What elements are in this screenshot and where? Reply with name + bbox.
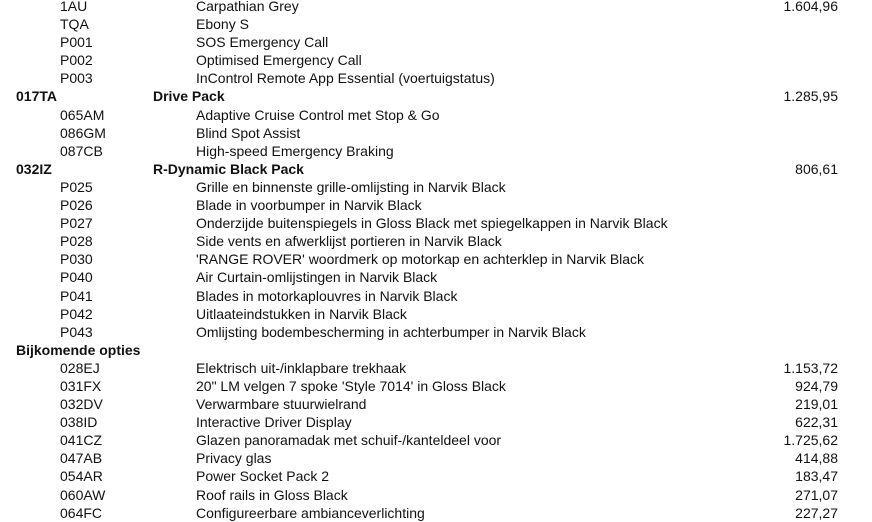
option-row bbox=[0, 214, 872, 232]
option-description: Roof rails in Gloss Black bbox=[196, 486, 348, 503]
option-description: Adaptive Cruise Control met Stop & Go bbox=[196, 106, 440, 123]
section-title: Bijkomende opties bbox=[16, 341, 141, 358]
option-code: TQA bbox=[60, 16, 89, 33]
option-code: P040 bbox=[60, 269, 93, 286]
option-price: 924,79 bbox=[795, 377, 838, 394]
option-price: 1.725,62 bbox=[783, 432, 838, 449]
package-row bbox=[0, 87, 872, 105]
option-row bbox=[0, 124, 872, 142]
package-row bbox=[0, 160, 872, 178]
option-description: InControl Remote App Essential (voertuigstatus) bbox=[196, 70, 495, 87]
option-row bbox=[0, 305, 872, 323]
option-code: 047AB bbox=[60, 450, 103, 467]
package-name: R-Dynamic Black Pack bbox=[153, 160, 304, 177]
option-description: Side vents en afwerklijst portieren in Narvik Black bbox=[196, 233, 502, 250]
option-code: P001 bbox=[60, 34, 93, 51]
package-name: Drive Pack bbox=[153, 88, 225, 105]
option-row bbox=[0, 287, 872, 305]
option-description: High-speed Emergency Braking bbox=[196, 142, 394, 159]
option-description: Ebony S bbox=[196, 16, 249, 33]
option-row bbox=[0, 504, 872, 522]
option-code: 038ID bbox=[60, 414, 98, 431]
option-price: 1.285,95 bbox=[783, 88, 838, 105]
option-code: P042 bbox=[60, 305, 93, 322]
option-row bbox=[0, 377, 872, 395]
option-row bbox=[0, 178, 872, 196]
option-row bbox=[0, 413, 872, 431]
option-code: P027 bbox=[60, 215, 93, 232]
option-description: Interactive Driver Display bbox=[196, 414, 352, 431]
option-code: 054AR bbox=[60, 468, 103, 485]
option-description: Elektrisch uit-/inklapbare trekhaak bbox=[196, 359, 407, 376]
option-code: 086GM bbox=[60, 124, 106, 141]
option-code: P043 bbox=[60, 323, 93, 340]
section-heading-row bbox=[0, 341, 872, 359]
option-code: 1AU bbox=[60, 0, 88, 14]
option-row bbox=[0, 486, 872, 504]
option-code: 028EJ bbox=[60, 359, 100, 376]
option-description: 20" LM velgen 7 spoke 'Style 7014' in Gloss Black bbox=[196, 377, 506, 394]
option-description: SOS Emergency Call bbox=[196, 34, 329, 51]
package-code: 032IZ bbox=[16, 160, 52, 177]
option-code: P041 bbox=[60, 287, 93, 304]
option-price: 183,47 bbox=[795, 468, 838, 485]
option-description: Blind Spot Assist bbox=[196, 124, 301, 141]
option-price: 219,01 bbox=[795, 396, 838, 413]
option-row bbox=[0, 15, 872, 33]
option-code: 041CZ bbox=[60, 432, 103, 449]
option-row bbox=[0, 69, 872, 87]
option-code: P030 bbox=[60, 251, 93, 268]
option-row bbox=[0, 0, 872, 15]
option-code: P026 bbox=[60, 197, 93, 214]
option-code: 060AW bbox=[60, 486, 106, 503]
option-code: 031FX bbox=[60, 377, 102, 394]
option-row bbox=[0, 323, 872, 341]
option-row bbox=[0, 395, 872, 413]
package-code: 017TA bbox=[16, 88, 57, 105]
option-price: 271,07 bbox=[795, 486, 838, 503]
option-description: Carpathian Grey bbox=[196, 0, 299, 14]
option-description: Blade in voorbumper in Narvik Black bbox=[196, 197, 422, 214]
option-code: P028 bbox=[60, 233, 93, 250]
option-code: 065AM bbox=[60, 106, 105, 123]
option-description: Optimised Emergency Call bbox=[196, 52, 362, 69]
option-description: Onderzijde buitenspiegels in Gloss Black met spiegelkappen in Narvik Black bbox=[196, 215, 668, 232]
option-row bbox=[0, 250, 872, 268]
option-code: P003 bbox=[60, 70, 93, 87]
option-description: Air Curtain-omlijstingen in Narvik Black bbox=[196, 269, 438, 286]
option-code: P002 bbox=[60, 52, 93, 69]
option-row bbox=[0, 106, 872, 124]
option-code: 087CB bbox=[60, 142, 103, 159]
option-price: 227,27 bbox=[795, 504, 838, 521]
option-description: Omlijsting bodembescherming in achterbumper in Narvik Black bbox=[196, 323, 586, 340]
option-price: 622,31 bbox=[795, 414, 838, 431]
option-description: Grille en binnenste grille-omlijsting in Narvik Black bbox=[196, 178, 506, 195]
option-description: Uitlaateindstukken in Narvik Black bbox=[196, 305, 407, 322]
option-row bbox=[0, 196, 872, 214]
option-price: 1.604,96 bbox=[783, 0, 838, 14]
option-row bbox=[0, 33, 872, 51]
option-description: Verwarmbare stuurwielrand bbox=[196, 396, 367, 413]
option-description: Blades in motorkaplouvres in Narvik Black bbox=[196, 287, 458, 304]
option-row bbox=[0, 467, 872, 485]
option-description: 'RANGE ROVER' woordmerk op motorkap en achterklep in Narvik Black bbox=[196, 251, 645, 268]
option-row bbox=[0, 51, 872, 69]
option-row bbox=[0, 359, 872, 377]
option-row bbox=[0, 232, 872, 250]
option-description: Power Socket Pack 2 bbox=[196, 468, 330, 485]
option-description: Glazen panoramadak met schuif-/kanteldeel voor bbox=[196, 432, 502, 449]
option-description: Privacy glas bbox=[196, 450, 272, 467]
option-code: 064FC bbox=[60, 504, 103, 521]
option-row bbox=[0, 449, 872, 467]
option-price: 806,61 bbox=[795, 160, 838, 177]
option-price: 414,88 bbox=[795, 450, 838, 467]
option-row bbox=[0, 142, 872, 160]
option-code: P025 bbox=[60, 178, 93, 195]
option-description: Configureerbare ambianceverlichting bbox=[196, 504, 425, 521]
option-row bbox=[0, 268, 872, 286]
option-price: 1.153,72 bbox=[783, 359, 838, 376]
option-code: 032DV bbox=[60, 396, 103, 413]
option-row bbox=[0, 431, 872, 449]
